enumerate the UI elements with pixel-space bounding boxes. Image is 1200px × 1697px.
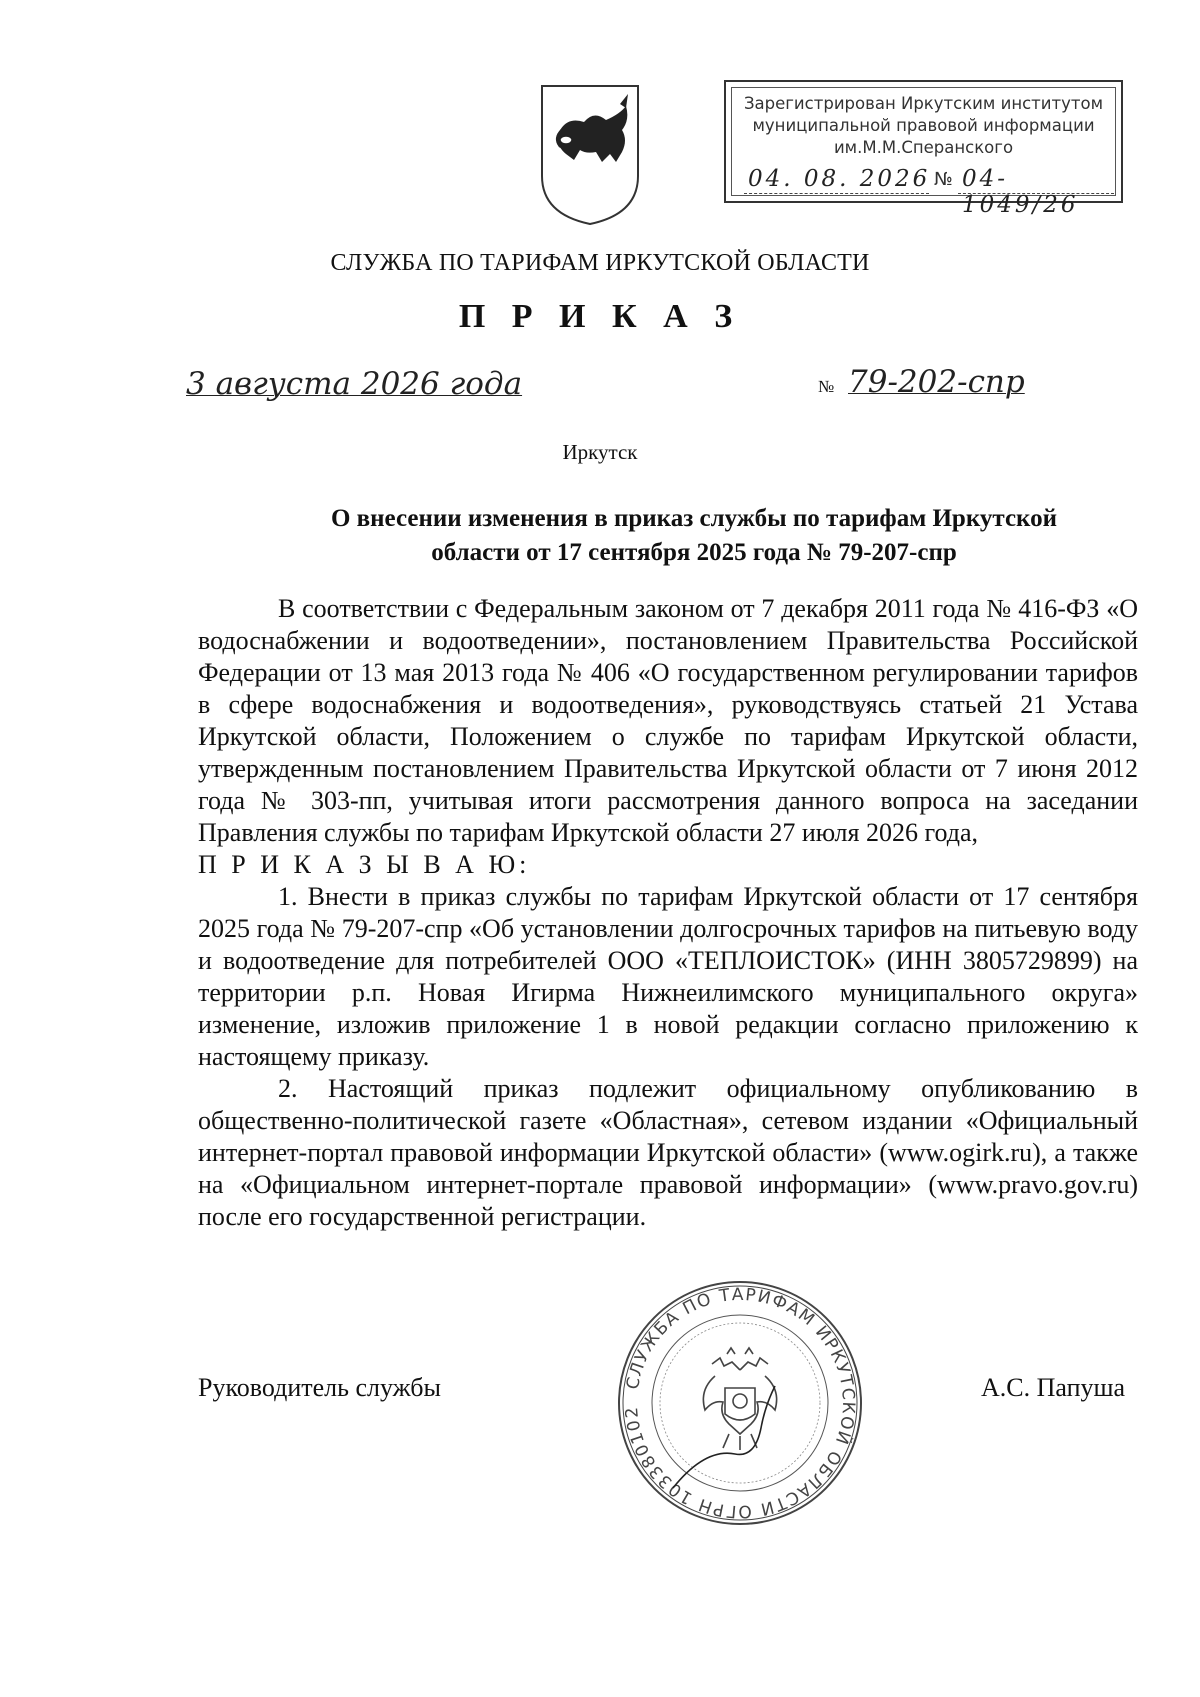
order-number-sign: № — [818, 377, 835, 396]
registration-stamp-line-1: Зарегистрирован Иркутским институтом — [743, 94, 1104, 113]
registration-number-sign: № — [934, 169, 953, 190]
order-subject — [230, 502, 1158, 570]
city-name: Иркутск — [562, 440, 638, 464]
order-subject-line-1: О внесении изменения в приказ службы по тарифам Иркутской — [330, 505, 1058, 532]
document-title: П Р И К А З — [458, 298, 742, 335]
registration-date-number — [744, 166, 1114, 218]
order-word: П Р И К А З Ы В А Ю: — [198, 850, 531, 879]
order-subject-line-2: области от 17 сентября 2025 года № 79-207-спр — [431, 539, 957, 566]
preamble-paragraph: В соответствии с Федеральным законом от 7 декабря 2011 года № 416-ФЗ «О водоснабжении и водоотведении», постановлением Правительства Российской Федерации от 13 мая 2013 года № 406 «О государственном регулировании тарифов в сфере водоснабжения и водоотведения», руководствуясь статьей 21 Устава Иркутской области, Положением о службе по тарифам Иркутской области, утвержденным постановлением Правительства Иркутской области от 7 июня 2012 года № 303-пп, учитывая итоги рассмотрения данного вопроса на заседании Правления службы по тарифам Иркутской области 27 июля 2026 года, — [198, 594, 1138, 847]
document-body — [198, 593, 1138, 1233]
order-number: 79-202-спр — [848, 364, 1025, 400]
registration-number: 04-1049/26 — [962, 166, 1079, 218]
registration-stamp-line-3: им.М.М.Сперанского — [833, 138, 1014, 157]
registration-stamp-line-2: муниципальной правовой информации — [752, 116, 1095, 135]
official-seal — [615, 1278, 865, 1528]
signatory-role: Руководитель службы — [198, 1373, 441, 1402]
registration-number-underline — [958, 193, 1114, 194]
order-date: 3 августа 2026 года — [186, 366, 523, 402]
order-item-2: 2. Настоящий приказ подлежит официальному опубликованию в общественно-политической газете «Областная», сетевом издании «Официальный интернет-портал правовой информации Иркутской области» (www.ogirk.ru), а также на «Официальном интернет-портале правовой информации» (www.pravo.gov.ru) после его государственной регистрации. — [198, 1074, 1138, 1231]
coat-of-arms-emblem — [536, 80, 644, 228]
signatory-name: А.С. Папуша — [981, 1373, 1126, 1402]
agency-name: СЛУЖБА ПО ТАРИФАМ ИРКУТСКОЙ ОБЛАСТИ — [330, 250, 870, 276]
registration-date: 04. 08. 2026 — [748, 166, 931, 192]
registration-stamp — [724, 80, 1123, 218]
registration-stamp-frame — [731, 87, 1116, 218]
registration-date-underline — [744, 193, 929, 194]
seal-text: СЛУЖБА ПО ТАРИФАМ ИРКУТСКОЙ ОБЛАСТИ ОГРН 103380102 — [621, 1284, 859, 1522]
order-item-1: 1. Внести в приказ службы по тарифам Иркутской области от 17 сентября 2025 года № 79-207-спр «Об установлении долгосрочных тарифов на питьевую воду и водоотведение для потребителей ООО «ТЕПЛОИСТОК» (ИНН 3805729899) на территории р.п. Новая Игирма Нижнеилимского муниципального округа» изменение, изложив приложение 1 в новой редакции согласно приложению к настоящему приказу. — [198, 882, 1138, 1071]
